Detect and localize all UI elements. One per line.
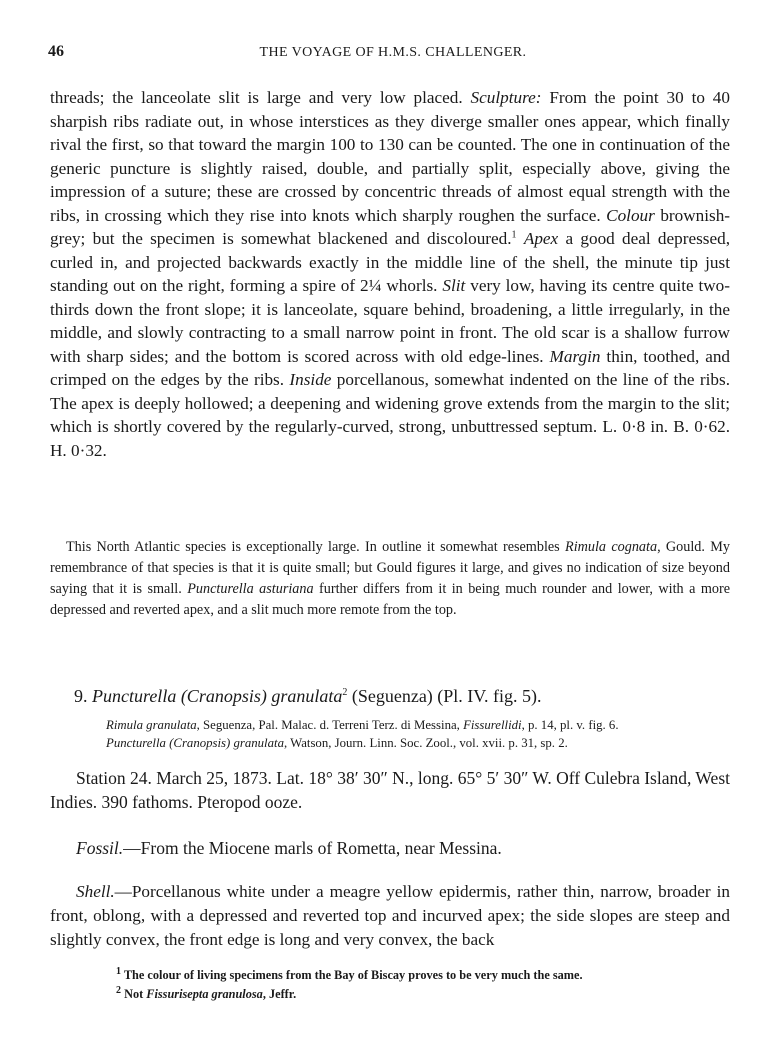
synonymy-references bbox=[106, 716, 619, 752]
footnote-text: Not bbox=[124, 987, 144, 1001]
shell-paragraph bbox=[50, 880, 730, 952]
text-segment: a good deal depressed, curled in, and projected backwards exactly in the middle line of the shell, the minute tip just standing out on the right, forming a spire of 2¼ whorls. bbox=[50, 229, 731, 295]
text-segment: brownish-grey; but the specimen is somewhat blackened and discoloured. bbox=[50, 205, 731, 248]
reference-text: , p. 14, pl. v. fig. 6. bbox=[521, 718, 619, 732]
text-segment: very low, having its centre quite two-thirds down the front slope; it is lanceolate, square behind, broadening, a little irregularly, in the middle, and slowly contracting to a small narrow point in front. The old scar is a shallow furrow with sharp sides; and the bottom is scored across with old edge-lines. bbox=[50, 276, 731, 366]
text-segment: , Gould. My remembrance of that species is that it is quite small; but Gould figures it large, and gives no indication of size beyond saying that it is small. bbox=[50, 539, 730, 597]
margin-label: Margin bbox=[549, 346, 601, 366]
station-paragraph: Station 24. March 25, 1873. Lat. 18° 38′ 30″ N., long. 65° 5′ 30″ W. Off Culebra Island, West Indies. 390 fathoms. Pteropod ooze. bbox=[50, 768, 730, 812]
reference-line bbox=[106, 734, 619, 752]
reference-text: , Watson, Journ. Linn. Soc. Zool., vol. xvii. p. 31, sp. 2. bbox=[283, 736, 568, 750]
footnote-marker: 1 bbox=[511, 229, 517, 241]
slit-label: Slit bbox=[442, 276, 466, 295]
sculpture-label: Sculpture: bbox=[470, 88, 542, 107]
text-segment: further differs from it in being much rounder and lower, with a more depressed and reverted apex, and a slit much more remote from the top. bbox=[50, 581, 731, 618]
text-segment: This North Atlantic species is exceptionally large. In outline it somewhat resembles bbox=[66, 539, 560, 555]
text-segment: porcellanous, somewhat indented on the line of the ribs. The apex is deeply hollowed; a deepening and widening grove extends from the margin to the slit; which is shortly covered by the regularly-curved, strong, unbuttressed septum. L. 0·8 in. B. 0·62. H. 0·32. bbox=[50, 370, 730, 460]
reference-name: Fissurellidi bbox=[463, 718, 522, 732]
apex-label: Apex bbox=[523, 229, 559, 248]
footnote-text: The colour of living specimens from the Bay of Biscay proves to be very much the same. bbox=[123, 968, 583, 982]
species-name: Rimula cognata bbox=[565, 539, 658, 555]
shell-label: Shell. bbox=[76, 882, 115, 901]
colour-label: Colour bbox=[606, 205, 655, 225]
species-heading bbox=[74, 686, 541, 707]
footnote-marker: 2 bbox=[342, 687, 348, 698]
reference-name: Puncturella (Cranopsis) granulata bbox=[106, 736, 284, 750]
species-number: 9. bbox=[74, 686, 88, 706]
footnote-marker: 2 bbox=[116, 984, 121, 996]
footnote-1 bbox=[116, 965, 583, 983]
species-name: Puncturella (Cranopsis) granulata bbox=[92, 686, 343, 706]
text-segment: From the point 30 to 40 sharpish ribs radiate out, in whose interstices as they diverge smaller ones appear, which finally rival the first, so that toward the margin 100 to 130 can be counted. The one in continuation of the generic puncture is slightly raised, double, and partially split, especially above, giving the impression of a suture; these are crossed by concentric threads of almost equal strength with the ribs, in crossing which they rise into knots which sharply roughen the surface. bbox=[50, 88, 730, 225]
fossil-paragraph bbox=[76, 838, 502, 859]
text-segment: threads; the lanceolate slit is large and very low placed. bbox=[50, 88, 463, 107]
inside-label: Inside bbox=[289, 370, 332, 389]
text-segment: —From the Miocene marls of Rometta, near Messina. bbox=[123, 838, 502, 858]
footnote-text: , Jeffr. bbox=[262, 987, 297, 1001]
reference-name: Rimula granulata bbox=[106, 718, 197, 732]
species-author: (Seguenza) (Pl. IV. fig. 5). bbox=[351, 686, 542, 706]
fossil-label: Fossil. bbox=[76, 838, 124, 858]
species-name: Puncturella asturiana bbox=[187, 581, 314, 597]
footnote-species: Fissurisepta granulosa bbox=[146, 987, 263, 1001]
text-segment: thin, toothed, and crimped on the edges by the ribs. bbox=[50, 346, 731, 389]
footnote-marker: 1 bbox=[116, 965, 121, 977]
reference-line bbox=[106, 716, 619, 734]
remark-paragraph bbox=[50, 537, 730, 621]
text-segment: —Porcellanous white under a meagre yellow epidermis, rather thin, narrow, broader in front, oblong, with a depressed and reverted top and incurved apex; the side slopes are steep and slightly convex, the front edge is long and very convex, the back bbox=[50, 882, 730, 949]
running-title: THE VOYAGE OF H.M.S. CHALLENGER. bbox=[259, 45, 527, 60]
page-header bbox=[48, 43, 738, 65]
reference-text: , Seguenza, Pal. Malac. d. Terreni Terz. di Messina, bbox=[196, 718, 460, 732]
footnote-2 bbox=[116, 984, 297, 1002]
page-number: 46 bbox=[48, 43, 64, 60]
description-paragraph bbox=[50, 86, 730, 462]
